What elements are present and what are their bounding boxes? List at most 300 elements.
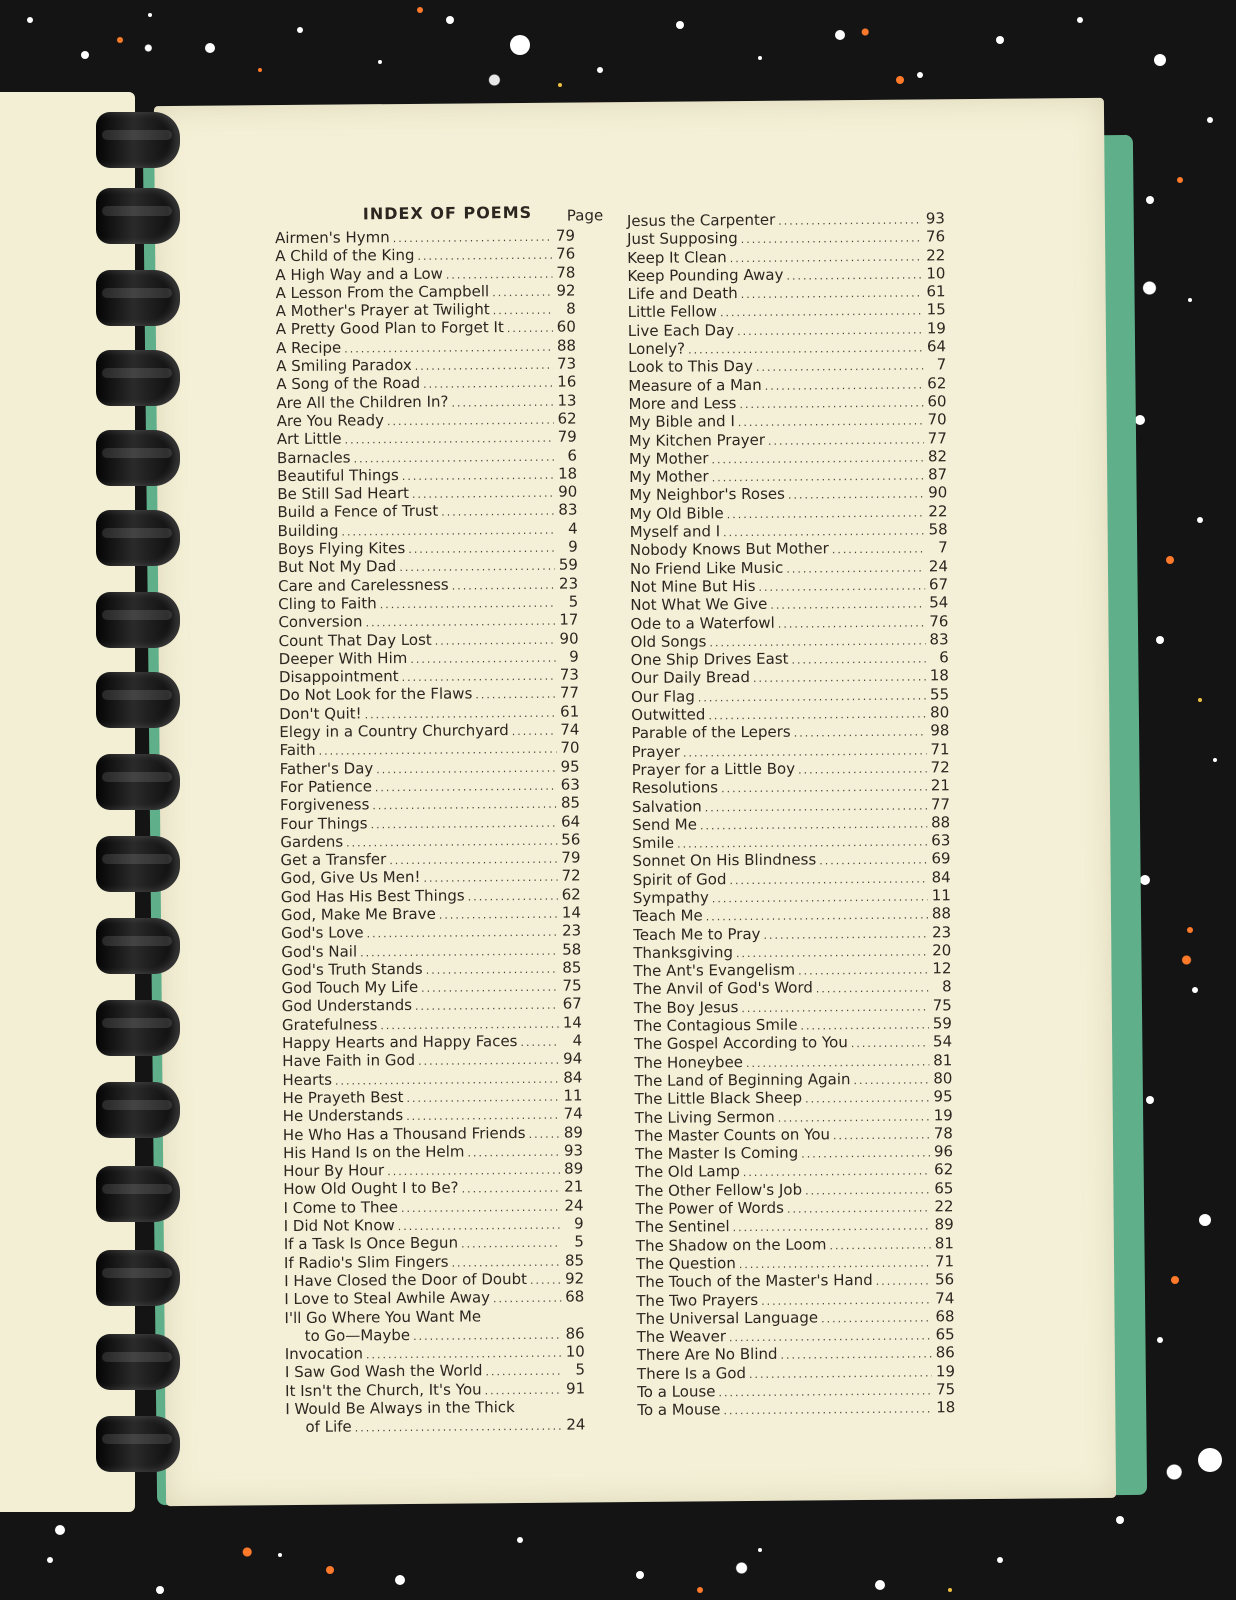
index-entry	[280, 757, 580, 778]
page-number: 8	[941, 977, 952, 996]
binding-ring	[96, 112, 180, 168]
dot-leader	[426, 961, 559, 980]
index-entry	[636, 1234, 954, 1255]
page-number: 5	[568, 592, 579, 611]
dot-leader	[801, 1145, 930, 1164]
poem-title: Teach Me	[632, 906, 703, 926]
index-entry	[628, 337, 946, 358]
dot-leader	[345, 430, 554, 450]
index-entry	[276, 336, 576, 357]
page-number: 70	[560, 738, 580, 757]
page-number: 75	[935, 1380, 956, 1399]
poem-title: Airmen's Hymn	[274, 228, 390, 248]
index-entry	[636, 1252, 954, 1273]
poem-title: The Question	[635, 1254, 736, 1273]
index-entry	[278, 556, 578, 577]
index-entry	[279, 702, 579, 723]
index-entry	[283, 1105, 583, 1126]
dot-leader	[375, 778, 557, 798]
page-number: 23	[558, 574, 579, 593]
poem-title: Happy Hearts and Happy Faces	[282, 1032, 518, 1053]
page-number: 65	[934, 1178, 954, 1198]
index-entry	[634, 1033, 952, 1054]
index-entry	[275, 245, 575, 266]
binding-ring	[96, 430, 180, 486]
poem-title: Hour By Hour	[283, 1161, 385, 1181]
dot-leader	[786, 266, 922, 285]
poem-title: God's Love	[281, 923, 364, 943]
index-entry	[631, 740, 949, 761]
index-entry	[632, 813, 950, 834]
poem-title: No Friend Like Music	[629, 558, 784, 578]
index-entry	[283, 1178, 583, 1199]
page-number: 58	[562, 940, 582, 959]
dot-leader	[756, 358, 923, 378]
poem-title: If a Task Is Once Begun	[283, 1233, 459, 1254]
dot-leader	[408, 540, 555, 560]
poem-title: The Two Prayers	[636, 1290, 759, 1310]
poem-title: Resolutions	[631, 778, 719, 798]
index-entry	[629, 447, 947, 468]
dot-leader	[768, 431, 924, 451]
poem-title: The Little Black Sheep	[634, 1088, 803, 1109]
poem-title: The Anvil of God's Word	[633, 978, 813, 999]
poem-title: For Patience	[279, 777, 372, 797]
page-number: 63	[560, 775, 580, 794]
dot-leader	[723, 1401, 932, 1421]
index-entry	[633, 941, 951, 962]
index-entry	[633, 868, 951, 889]
poem-title: One Ship Drives East	[630, 649, 789, 670]
page-number: 9	[574, 1214, 584, 1233]
poem-title: of Life	[305, 1417, 352, 1437]
index-entry	[275, 227, 575, 248]
poem-title: God Understands	[281, 996, 413, 1016]
index-entry	[279, 739, 579, 760]
dot-leader	[821, 1309, 932, 1328]
poem-title: The Gospel According to You	[634, 1033, 848, 1054]
dot-leader	[371, 814, 558, 834]
poem-title: Sonnet On His Blindness	[632, 850, 817, 871]
dot-leader	[739, 394, 923, 414]
index-entry	[637, 1399, 955, 1420]
poem-title: The Sentinel	[635, 1217, 730, 1237]
page-number: 88	[556, 336, 577, 355]
index-entry	[280, 830, 580, 851]
page-number: 68	[935, 1307, 955, 1326]
page-number: 83	[929, 630, 949, 649]
index-entry	[635, 1106, 953, 1127]
page-number: 85	[562, 958, 582, 977]
index-entry	[278, 519, 578, 540]
poem-title: Not What We Give	[630, 595, 768, 615]
page-number: 71	[934, 1252, 955, 1271]
page-number: 11	[931, 886, 951, 905]
dot-leader	[355, 1418, 563, 1438]
dot-leader	[415, 357, 554, 377]
page-number: 67	[562, 994, 582, 1014]
dot-leader	[530, 1272, 561, 1291]
page-number: 93	[925, 209, 945, 228]
index-entry	[280, 794, 580, 815]
index-entry	[277, 409, 577, 430]
page-number: 85	[560, 793, 581, 812]
poem-title: Outwitted	[631, 705, 706, 725]
page-number: 14	[562, 1013, 582, 1032]
index-entry	[278, 574, 578, 595]
index-entry	[276, 300, 576, 321]
poem-title: A High Way and a Low	[275, 264, 443, 284]
poem-title: Forgiveness	[279, 795, 370, 815]
dot-leader	[729, 870, 927, 890]
index-entry	[279, 684, 579, 705]
page-number: 6	[567, 446, 578, 465]
dot-leader	[698, 687, 926, 707]
dot-leader	[787, 1199, 931, 1219]
poem-title: Salvation	[631, 796, 702, 816]
dot-leader	[798, 760, 927, 779]
index-entry	[282, 995, 582, 1016]
dot-leader	[393, 229, 552, 249]
dot-leader	[741, 285, 923, 305]
poem-title: Don't Quit!	[279, 704, 362, 723]
page-number: 75	[562, 976, 582, 995]
dot-leader	[833, 1126, 930, 1145]
page-number: 62	[934, 1160, 954, 1179]
page-number: 83	[558, 500, 578, 520]
page-number: 74	[560, 720, 580, 739]
dot-leader	[467, 1144, 560, 1163]
page-number: 60	[556, 317, 576, 337]
binding-ring	[96, 836, 180, 892]
index-entry	[283, 1123, 583, 1144]
dot-leader	[468, 887, 558, 906]
page-number: 22	[926, 245, 946, 265]
poem-title: How Old Ought I to Be?	[283, 1178, 459, 1199]
poem-title: Our Flag	[631, 687, 695, 706]
index-entry	[277, 501, 577, 522]
poem-title: Invocation	[284, 1344, 364, 1364]
dot-leader	[475, 686, 556, 705]
index-entry	[636, 1270, 954, 1291]
poem-title: Do Not Look for the Flaws	[278, 684, 473, 705]
index-entry	[628, 301, 946, 322]
index-entry	[632, 831, 950, 852]
poem-title: God, Give Us Men!	[280, 868, 421, 888]
page-number: 86	[935, 1343, 955, 1362]
poem-title: Elegy in a Country Churchyard	[279, 721, 509, 742]
page-number: 76	[556, 244, 576, 263]
binding-ring	[96, 1334, 180, 1390]
poem-title: Smile	[632, 833, 675, 853]
index-entry	[627, 282, 945, 303]
dot-leader	[712, 888, 928, 908]
dot-leader	[372, 796, 557, 816]
page-number: 9	[569, 647, 579, 666]
index-entry	[628, 374, 946, 395]
page-number: 70	[927, 410, 947, 429]
poem-title: I Have Closed the Door of Doubt	[284, 1269, 528, 1291]
poem-title: Disappointment	[278, 667, 399, 687]
page-number: 59	[932, 1014, 953, 1033]
index-entry	[281, 922, 581, 943]
dot-leader	[529, 1125, 560, 1144]
index-entry	[279, 666, 579, 687]
page-number: 18	[929, 666, 949, 685]
poem-title: The Universal Language	[636, 1308, 819, 1328]
page-number: 24	[566, 1415, 586, 1434]
page-number: 5	[575, 1360, 586, 1379]
page-number: 79	[555, 226, 576, 245]
page-number: 88	[931, 813, 951, 832]
index-entry	[280, 812, 580, 833]
page-number: 11	[563, 1086, 583, 1105]
page-number: 12	[932, 959, 952, 978]
poem-title: Lonely?	[627, 339, 686, 359]
dot-leader	[805, 1090, 930, 1109]
poem-title: Faith	[279, 741, 316, 760]
page-number: 85	[564, 1251, 585, 1270]
poem-title: The Old Lamp	[635, 1162, 740, 1182]
index-entry	[285, 1343, 585, 1364]
poem-title: A Song of the Road	[276, 374, 421, 394]
poem-title: God Has His Best Things	[280, 886, 465, 906]
page-number: 76	[929, 611, 949, 630]
dot-leader	[711, 449, 924, 469]
dot-leader	[741, 230, 922, 250]
poem-title: Sympathy	[632, 888, 709, 908]
index-entry	[279, 720, 579, 741]
poem-title: Barnacles	[276, 448, 351, 467]
poem-title: But Not My Dad	[277, 557, 397, 577]
index-entry	[283, 1160, 583, 1181]
index-entry	[628, 356, 946, 377]
poem-title: Prayer for a Little Boy	[631, 759, 796, 779]
index-entry	[285, 1361, 585, 1382]
poem-title: Cling to Faith	[278, 594, 377, 614]
index-entry	[628, 319, 946, 340]
poem-title: Father's Day	[279, 758, 374, 778]
index-entry	[632, 776, 950, 797]
dot-leader	[780, 1346, 931, 1366]
poem-title: The Contagious Smile	[633, 1015, 798, 1036]
page-number: 4	[567, 519, 578, 538]
poem-title: Old Songs	[630, 632, 707, 651]
dot-leader	[738, 413, 924, 433]
dot-leader	[720, 303, 923, 323]
page-number: 61	[926, 282, 946, 301]
poem-title: My Old Bible	[629, 503, 724, 523]
index-entry	[281, 940, 581, 961]
dot-leader	[410, 650, 556, 670]
index-entry	[635, 1179, 953, 1200]
poem-title: Prayer	[631, 742, 681, 761]
poem-title: The Living Sermon	[634, 1107, 775, 1127]
index-entry	[283, 1141, 583, 1162]
index-entry	[637, 1362, 955, 1383]
index-entry	[637, 1325, 955, 1346]
page-number: 4	[572, 1031, 583, 1050]
dot-leader	[493, 1290, 561, 1309]
poem-title: The Weaver	[636, 1327, 727, 1347]
poem-title: Little Fellow	[627, 302, 718, 322]
dot-leader	[851, 1035, 929, 1054]
index-entry	[632, 758, 950, 779]
dot-leader	[492, 284, 553, 303]
poem-title: Are You Ready	[276, 411, 385, 431]
poem-title: Be Still Sad Heart	[277, 484, 410, 504]
poem-title: Teach Me to Pray	[633, 924, 761, 944]
page-number: 62	[561, 885, 581, 904]
poem-title: The Land of Beginning Again	[634, 1070, 851, 1090]
page-number: 21	[930, 776, 950, 795]
index-entry	[284, 1251, 584, 1272]
index-entry	[284, 1288, 584, 1309]
dot-leader	[816, 980, 929, 999]
page-number: 78	[556, 263, 576, 282]
page-number: 24	[564, 1196, 584, 1215]
index-entry	[636, 1307, 954, 1328]
dot-leader	[876, 1273, 932, 1292]
poem-title: I'll Go Where You Want Me	[284, 1306, 482, 1327]
page-number: 6	[939, 648, 949, 667]
poem-title: Gardens	[280, 832, 344, 851]
page-number: 90	[559, 629, 579, 648]
page-number: 5	[574, 1232, 584, 1251]
poem-title: A Pretty Good Plan to Forget It	[275, 318, 504, 339]
poem-title: I Would Be Always in the Thick	[285, 1398, 515, 1419]
dot-leader	[520, 1034, 559, 1053]
poem-title: He Who Has a Thousand Friends	[282, 1123, 526, 1144]
index-entry	[630, 520, 948, 541]
page-number: 84	[931, 867, 951, 887]
page-number: 76	[925, 227, 946, 246]
poem-title: Parable of the Lepers	[631, 722, 791, 743]
poem-title: My Neighbor's Roses	[629, 485, 785, 505]
poem-title: Measure of a Man	[628, 375, 762, 395]
page-number: 81	[933, 1050, 953, 1070]
dot-leader	[452, 576, 556, 595]
index-entry	[631, 703, 949, 724]
dot-leader	[401, 1198, 561, 1218]
poem-title: Hearts	[282, 1070, 333, 1089]
dot-leader	[512, 723, 557, 742]
page-number: 81	[934, 1233, 954, 1253]
page-number: 56	[561, 830, 581, 849]
dot-leader	[791, 651, 925, 670]
index-entry	[633, 959, 951, 980]
binding-ring	[96, 1250, 180, 1306]
index-entry	[277, 483, 577, 504]
binding-ring	[96, 350, 180, 406]
page-number: 80	[930, 703, 950, 722]
dot-leader	[507, 320, 553, 339]
index-entry	[285, 1416, 585, 1437]
index-entry	[629, 411, 947, 432]
page-number: 9	[568, 537, 578, 556]
poem-title: There Is a God	[636, 1363, 747, 1383]
page-number: 86	[565, 1324, 585, 1343]
poem-title: Look to This Day	[628, 357, 754, 377]
page-number: 64	[560, 811, 581, 831]
dot-leader	[413, 1326, 562, 1346]
index-entry	[282, 1013, 582, 1034]
poem-title: If Radio's Slim Fingers	[283, 1252, 449, 1272]
dot-leader	[402, 467, 554, 487]
poem-title: I Did Not Know	[283, 1216, 395, 1236]
poem-title: Jesus the Carpenter	[626, 210, 776, 231]
poem-title: My Bible and I	[628, 412, 735, 432]
dot-leader	[421, 979, 559, 998]
right-column	[627, 209, 956, 1419]
poem-title: My Mother	[628, 449, 709, 468]
dot-leader	[441, 503, 554, 522]
dot-leader	[462, 1180, 561, 1199]
page-number: 77	[930, 794, 951, 813]
index-entry	[627, 209, 945, 230]
poem-title: I Come to Thee	[283, 1197, 399, 1217]
index-entry	[635, 1124, 953, 1145]
dot-leader	[727, 504, 925, 524]
poem-title: I Saw God Wash the World	[284, 1361, 483, 1382]
poem-title: Myself and I	[629, 522, 721, 542]
index-entry	[276, 318, 576, 339]
poem-title: More and Less	[628, 394, 737, 414]
poem-title: The Power of Words	[635, 1198, 785, 1219]
index-entry	[285, 1379, 585, 1400]
spiral-binding	[96, 100, 186, 1520]
poem-title: A Recipe	[275, 338, 342, 357]
page-number: 78	[933, 1124, 953, 1143]
page-number: 71	[930, 739, 950, 759]
page-number: 22	[928, 502, 948, 521]
dot-leader	[435, 631, 556, 650]
page-number: 10	[565, 1342, 585, 1361]
poem-title: He Understands	[282, 1106, 404, 1126]
index-entry	[282, 1068, 582, 1089]
poem-title: Just Supposing	[627, 229, 738, 249]
index-entry	[277, 446, 577, 467]
page-number: 18	[557, 464, 578, 483]
dot-leader	[819, 852, 927, 871]
index-entry	[278, 611, 578, 632]
page-number: 60	[927, 392, 947, 411]
poem-title: To a Mouse	[637, 1400, 721, 1420]
page-number: 14	[561, 903, 582, 922]
page-number: 19	[935, 1361, 956, 1381]
page-number: 16	[557, 372, 577, 392]
index-entry	[635, 1142, 953, 1163]
page-number: 58	[928, 520, 948, 539]
index-entry	[630, 539, 948, 560]
poem-title: Keep It Clean	[627, 247, 727, 267]
page-number: 77	[559, 683, 580, 703]
page-number: 61	[560, 702, 580, 721]
index-entry	[281, 885, 581, 906]
page-number: 89	[563, 1123, 583, 1142]
poem-title: Building	[277, 521, 339, 540]
page-number: 73	[557, 354, 577, 373]
poem-title: Gratefulness	[281, 1015, 378, 1034]
poem-title: God's Nail	[281, 942, 358, 961]
index-entry	[630, 557, 948, 578]
index-entry	[284, 1269, 584, 1290]
poem-title: Art Little	[276, 429, 342, 449]
poem-title: Ode to a Waterfowl	[630, 613, 775, 633]
page-number: 7	[938, 538, 948, 557]
index-entry	[282, 1050, 582, 1071]
page-number: 59	[558, 555, 579, 574]
